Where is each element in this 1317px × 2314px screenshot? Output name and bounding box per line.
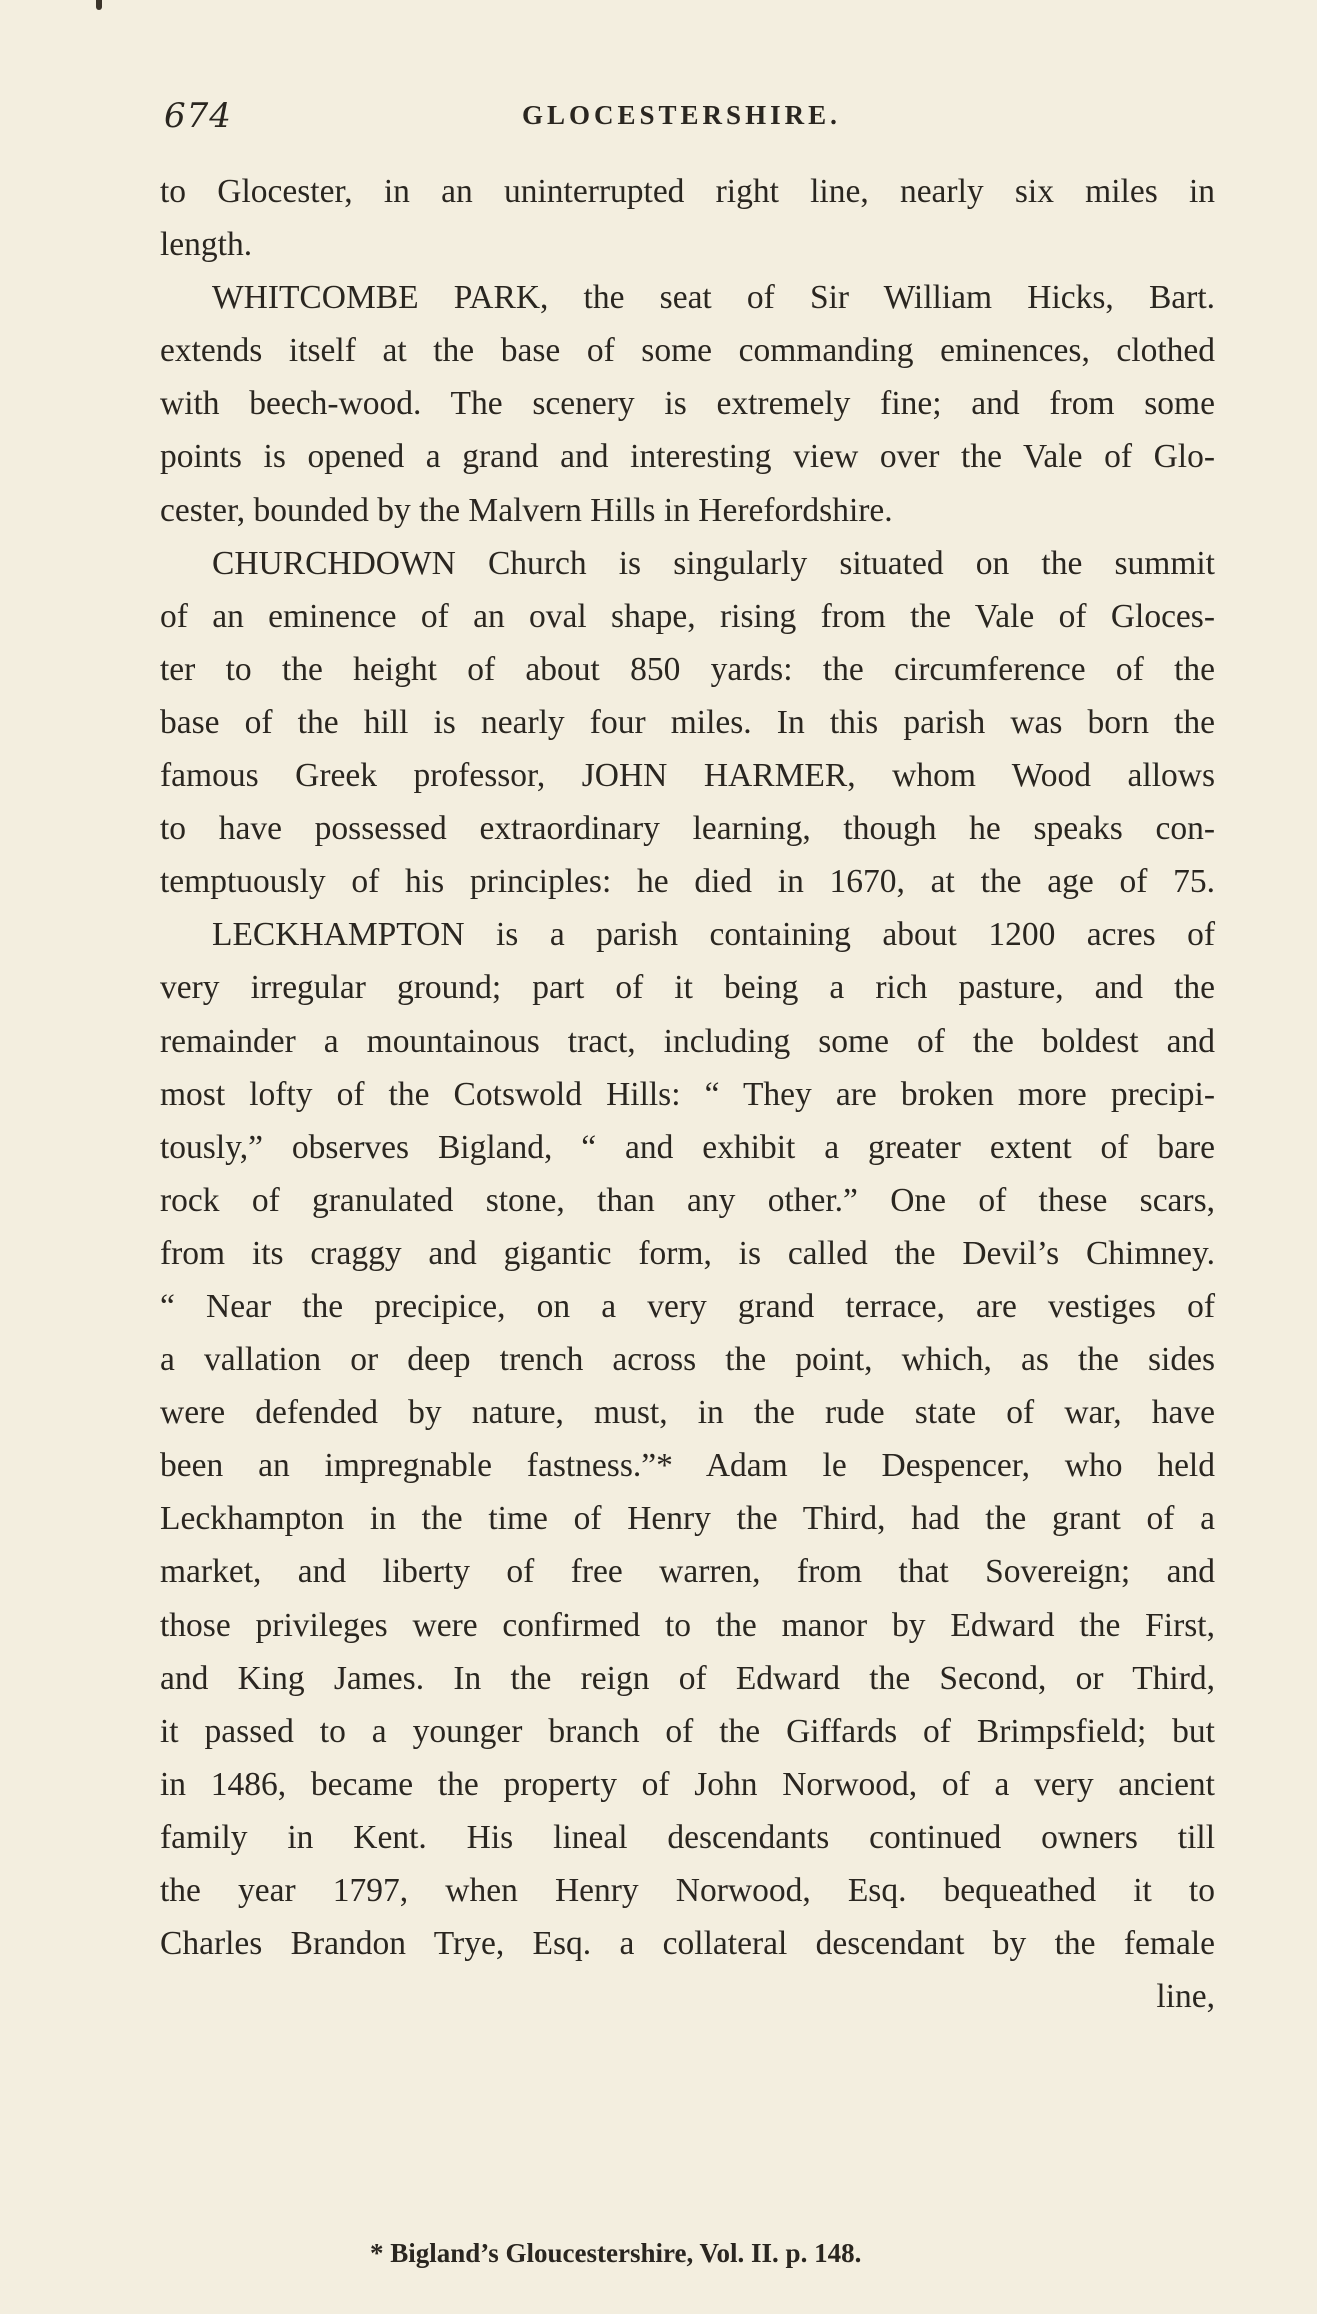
text-line: “ Near the precipice, on a very grand terrace, are vestiges of [160,1287,1215,1325]
text-line: temptuously of his principles: he died in 1670, at the age of 75. [160,863,1215,901]
text-line: famous Greek professor, JOHN HARMER, whom Wood allows [160,757,1215,795]
text-line: been an impregnable fastness.”* Adam le Despencer, who held [160,1447,1215,1485]
text-line: rock of granulated stone, than any other.” One of these scars, [160,1181,1215,1219]
text-line: extends itself at the base of some commanding eminences, clothed [160,332,1215,370]
page-header [164,96,1224,136]
text-line: cester, bounded by the Malvern Hills in Herefordshire. [160,491,893,529]
text-line: were defended by nature, must, in the rude state of war, have [160,1394,1215,1432]
text-line: of an eminence of an oval shape, rising from the Vale of Gloces- [160,597,1215,635]
text-line: remainder a mountainous tract, including some of the boldest and [160,1022,1215,1060]
text-line: those privileges were confirmed to the manor by Edward the First, [160,1606,1215,1644]
text-line: market, and liberty of free warren, from that Sovereign; and [160,1553,1215,1591]
text-line: base of the hill is nearly four miles. In this parish was born the [160,703,1215,741]
text-line: line, [1156,1978,1215,2016]
text-line: tously,” observes Bigland, “ and exhibit a greater extent of bare [160,1128,1215,1166]
text-line: in 1486, became the property of John Norwood, of a very ancient [160,1765,1215,1803]
text-line: LECKHAMPTON is a parish containing about 1200 acres of [212,916,1215,954]
text-line: and King James. In the reign of Edward the Second, or Third, [160,1659,1215,1697]
text-line: with beech-wood. The scenery is extremely fine; and from some [160,385,1215,423]
text-line: WHITCOMBE PARK, the seat of Sir William Hicks, Bart. [212,279,1215,317]
text-line: points is opened a grand and interesting view over the Vale of Glo- [160,438,1215,476]
text-line: a vallation or deep trench across the point, which, as the sides [160,1341,1215,1379]
page-edge-mark [96,0,102,10]
text-line: to have possessed extraordinary learning, though he speaks con- [160,810,1215,848]
text-line: Charles Brandon Trye, Esq. a collateral descendant by the female [160,1925,1215,1963]
text-line: ter to the height of about 850 yards: the circumference of the [160,650,1215,688]
text-line: it passed to a younger branch of the Giffards of Brimpsfield; but [160,1712,1215,1750]
body-text [160,165,1215,2023]
text-line: the year 1797, when Henry Norwood, Esq. bequeathed it to [160,1872,1215,1909]
text-line: CHURCHDOWN Church is singularly situated on the summit [212,544,1215,582]
text-line: from its craggy and gigantic form, is called the Devil’s Chimney. [160,1234,1215,1272]
text-line: very irregular ground; part of it being a rich pasture, and the [160,969,1215,1007]
page-number: 674 [164,96,232,136]
text-line: length. [160,226,253,264]
text-line: to Glocester, in an uninterrupted right line, nearly six miles in [160,173,1215,210]
footnote: * Bigland’s Gloucestershire, Vol. II. p. 148. [370,2238,862,2268]
text-line: Leckhampton in the time of Henry the Third, had the grant of a [160,1500,1215,1538]
text-line: family in Kent. His lineal descendants continued owners till [160,1818,1215,1856]
text-line: most lofty of the Cotswold Hills: “ They are broken more precipi- [160,1075,1215,1113]
running-head: GLOCESTERSHIRE. [522,100,841,130]
